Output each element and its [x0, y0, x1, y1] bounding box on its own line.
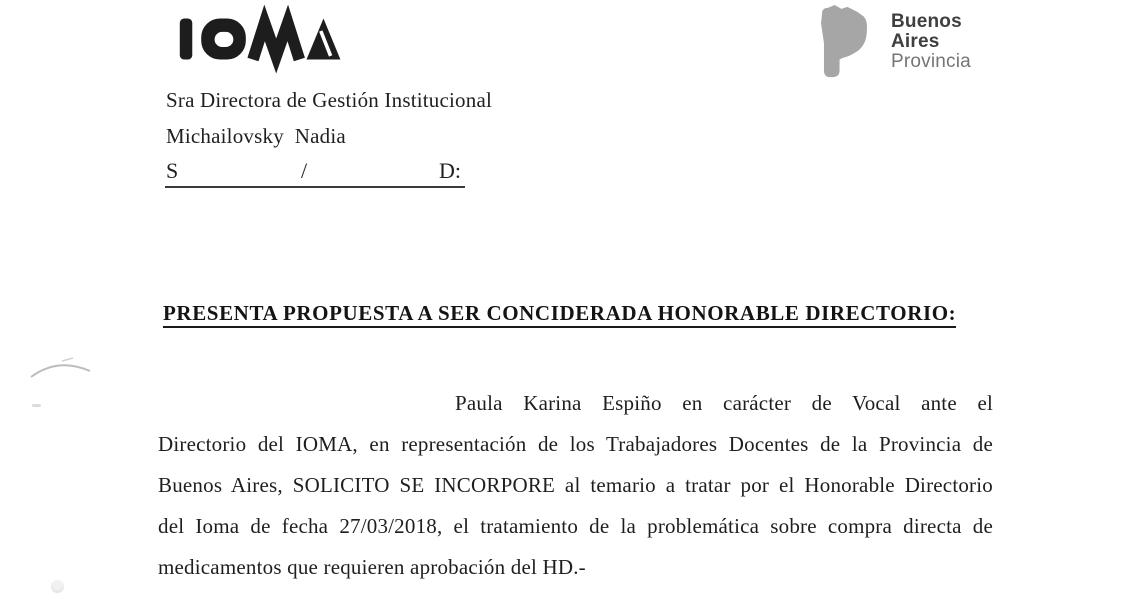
ba-logo-line-aires: Aires	[891, 31, 940, 52]
recipient-title: Sra Directora de Gestión Institucional	[166, 88, 493, 112]
ba-logo-line-provincia: Provincia	[891, 51, 971, 72]
body-line: Directorio del IOMA, en representación de los Trabajadores Docentes de la Provincia de	[158, 432, 993, 456]
body-line: del Ioma de fecha 27/03/2018, el tratamiento de la problemática sobre compra directa de	[158, 514, 993, 538]
ba-logo-line-buenos: Buenos	[891, 11, 962, 32]
scan-speck-artifact	[32, 404, 41, 407]
salutation-d: D:	[439, 158, 461, 183]
ioma-logo-icon	[178, 16, 344, 62]
scan-arc-artifact	[28, 355, 94, 381]
document-heading-text: PRESENTA PROPUESTA A SER CONCIDERADA HONORABLE DIRECTORIO:	[163, 301, 956, 328]
buenos-aires-province-icon	[813, 4, 870, 80]
salutation-line	[165, 158, 465, 188]
salutation-slash: /	[301, 158, 308, 183]
body-line: medicamentos que requieren aprobación del HD.-	[158, 555, 586, 579]
body-line: Buenos Aires, SOLICITO SE INCORPORE al temario a tratar por el Honorable Directorio	[158, 473, 993, 497]
scan-smudge-artifact	[51, 580, 64, 593]
buenos-aires-logo-text	[891, 12, 971, 72]
recipient-name: Michailovsky Nadia	[166, 124, 346, 148]
body-line: Paula Karina Espiño en carácter de Vocal ante el	[455, 391, 993, 415]
salutation-s: S	[166, 158, 179, 183]
document-heading	[163, 301, 956, 326]
body-paragraph	[158, 383, 993, 588]
